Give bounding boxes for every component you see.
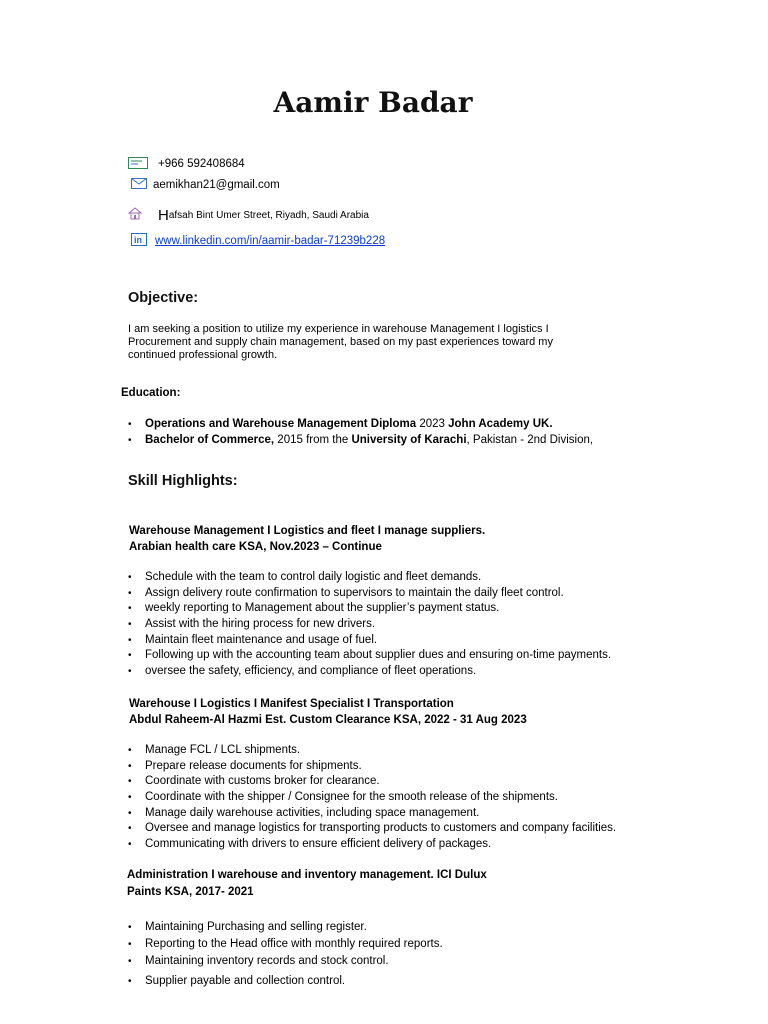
education-item: • Bachelor of Commerce, 2015 from the University of Karachi, Pakistan - 2nd Division, (128, 433, 593, 449)
contact-phone (128, 154, 245, 174)
phone-icon (128, 157, 148, 172)
job-company: Abdul Raheem-Al Hazmi Est. Custom Clearance KSA, 2022 - 31 Aug 2023 (129, 714, 527, 726)
list-item: • Assign delivery route confirmation to supervisors to maintain the daily fleet control. (128, 586, 611, 602)
objective-heading: Objective: (128, 290, 199, 306)
list-item: • Schedule with the team to control daily logistic and fleet demands. (128, 570, 611, 586)
list-item: • Following up with the accounting team about supplier dues and ensuring on-time payments. (128, 648, 611, 664)
address-initial: H (158, 206, 169, 224)
job-company: Arabian health care KSA, Nov.2023 – Continue (129, 541, 382, 553)
list-item: • Supplier payable and collection control. (128, 974, 443, 991)
list-item: • Coordinate with the shipper / Consignee for the smooth release of the shipments. (128, 790, 616, 806)
address-text: afsah Bint Umer Street, Riyadh, Saudi Arabia (168, 209, 369, 221)
email-text: aemikhan21@gmail.com (153, 179, 280, 191)
education-list (128, 417, 593, 448)
list-item: • Manage daily warehouse activities, including space management. (128, 806, 616, 822)
linkedin-icon[interactable] (131, 233, 147, 249)
list-item: • Coordinate with customs broker for clearance. (128, 774, 616, 790)
phone-text: +966 592408684 (158, 158, 245, 170)
candidate-name: Aamir Badar (273, 86, 473, 119)
list-item: • Oversee and manage logistics for transporting products to customers and company facilities. (128, 821, 616, 837)
list-item: • Manage FCL / LCL shipments. (128, 743, 616, 759)
job-company: Paints KSA, 2017- 2021 (127, 886, 254, 898)
list-item: • Maintain fleet maintenance and usage of fuel. (128, 633, 611, 649)
list-item: • weekly reporting to Management about the supplier’s payment status. (128, 601, 611, 617)
objective-text: I am seeking a position to utilize my experience in warehouse Management I logistics I Procurement and supply chain management, based on my past experiences toward my continued professional growth. (128, 323, 553, 361)
list-item: • Maintaining Purchasing and selling register. (128, 920, 443, 937)
job-title: Administration I warehouse and inventory management. ICI Dulux (127, 869, 487, 881)
list-item: • Reporting to the Head office with monthly required reports. (128, 937, 443, 954)
list-item: • Communicating with drivers to ensure efficient delivery of packages. (128, 837, 616, 853)
job-duties-list (128, 570, 611, 680)
linkedin-link[interactable]: www.linkedin.com/in/aamir-badar-71239b228 (155, 235, 386, 247)
list-item: • Assist with the hiring process for new drivers. (128, 617, 611, 633)
job-title: Warehouse I Logistics I Manifest Specialist I Transportation (129, 698, 454, 710)
list-item: • Maintaining inventory records and stock control. (128, 954, 443, 974)
skills-heading: Skill Highlights: (128, 473, 238, 489)
list-item: • Prepare release documents for shipments. (128, 759, 616, 775)
job-duties-list (128, 743, 616, 853)
contact-email (131, 175, 280, 195)
contact-linkedin (131, 231, 385, 251)
list-item: • oversee the safety, efficiency, and compliance of fleet operations. (128, 664, 611, 680)
svg-text:in: in (134, 235, 142, 245)
job-title: Warehouse Management I Logistics and fleet I manage suppliers. (129, 525, 486, 537)
home-icon (128, 207, 142, 223)
contact-address (128, 205, 369, 225)
job-duties-list (128, 920, 443, 991)
education-heading: Education: (121, 387, 181, 399)
education-item: • Operations and Warehouse Management Diploma 2023 John Academy UK. (128, 417, 593, 433)
email-icon (131, 178, 147, 192)
